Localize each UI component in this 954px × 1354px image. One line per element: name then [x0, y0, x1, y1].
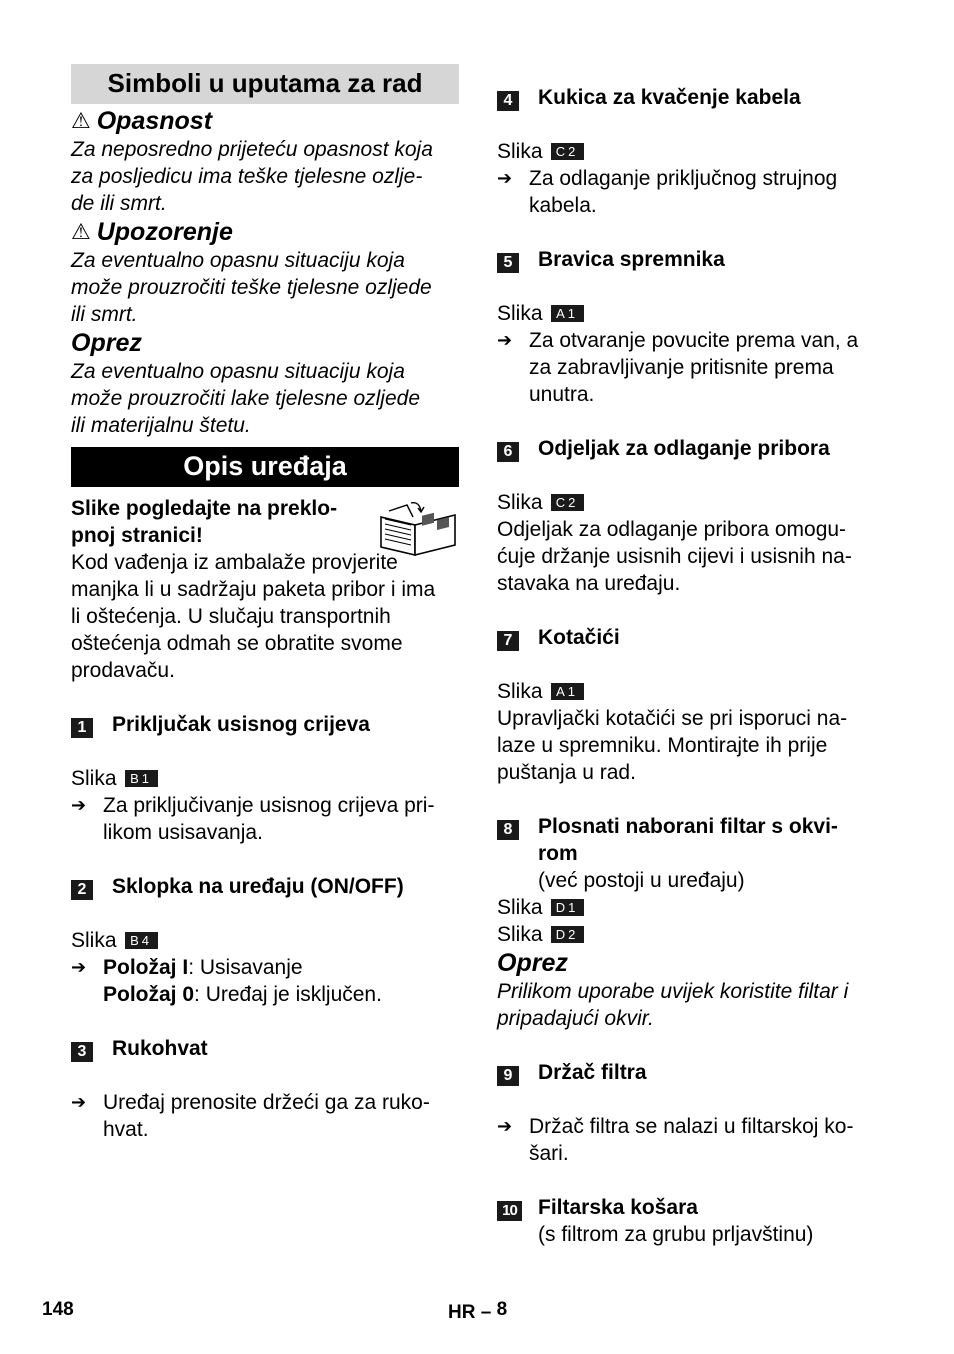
- footer-page-number: 148: [42, 1299, 74, 1320]
- intro-line: manjka li u sadržaju paketa pribor i ima: [71, 578, 436, 601]
- figure-badge: B4: [125, 932, 158, 949]
- bullet-line: Držač filtra se nalazi u filtarskoj ko-: [529, 1115, 854, 1138]
- figure-label: Slika: [497, 923, 543, 946]
- item-5-bullet: [497, 327, 887, 408]
- arrow-right-icon: ➔: [497, 1116, 513, 1136]
- arrow-right-icon: ➔: [71, 957, 87, 977]
- bullet-line: za zabravljivanje pritisnite prema: [529, 356, 834, 379]
- item-2-title: Sklopka na uređaju (ON/OFF): [112, 875, 404, 898]
- section-title-device: Opis uređaja: [71, 447, 459, 487]
- item-3-bullet: [71, 1089, 459, 1143]
- item-10-title: Filtarska košara: [538, 1196, 698, 1219]
- caution-line: Za eventualno opasnu situaciju koja: [71, 360, 405, 383]
- item-8-caution-text: [497, 978, 887, 1032]
- danger-title: Opasnost: [96, 107, 213, 135]
- item-number-box: 9: [497, 1066, 519, 1086]
- body-line: Odjeljak za odlaganje pribora omogu-: [497, 518, 847, 541]
- item-2-figure-ref: [71, 927, 459, 954]
- item-number-box: 4: [497, 91, 519, 111]
- caution-line: Prilikom uporabe uvijek koristite filtar i: [497, 980, 849, 1003]
- item-8-figure-ref-a: [497, 894, 887, 921]
- danger-line: de ili smrt.: [71, 192, 167, 215]
- item-8-subtitle: (već postoji u uređaju): [538, 869, 745, 892]
- warning-line: može prouzročiti teške tjelesne ozljede: [71, 276, 432, 299]
- warning-heading: [71, 217, 459, 247]
- bullet-line: hvat.: [103, 1118, 149, 1141]
- warning-text: [71, 247, 459, 328]
- bullet-line: Za odlaganje priključnog strujnog: [529, 167, 838, 190]
- item-9-bullet: [497, 1113, 887, 1167]
- item-number-box: 1: [71, 718, 93, 738]
- bullet-line: unutra.: [529, 383, 595, 406]
- warning-triangle-icon: ⚠: [71, 219, 91, 244]
- figure-label: Slika: [497, 140, 543, 163]
- footer-page: 8: [496, 1299, 508, 1320]
- switch-position-i: [103, 954, 382, 981]
- body-line: Upravljački kotačići se pri isporuci na-: [497, 707, 848, 730]
- danger-line: Za neposredno prijeteću opasnost koja: [71, 138, 433, 161]
- footer-dash: –: [480, 1302, 492, 1323]
- caution-title: Oprez: [71, 329, 142, 357]
- item-8-figure-ref-b: [497, 921, 887, 948]
- item-4-bullet: [497, 165, 887, 219]
- body-line: puštanja u rad.: [497, 761, 636, 784]
- figure-badge: D1: [551, 899, 584, 916]
- item-1-title: Priključak usisnog crijeva: [112, 713, 370, 736]
- footer-language-page: [448, 1296, 507, 1326]
- intro-line: li oštećenja. U slučaju transportnih: [71, 605, 391, 628]
- caution-heading: [71, 328, 459, 358]
- bullet-line: likom usisavanja.: [103, 821, 263, 844]
- item-8-caution-heading: [497, 948, 887, 978]
- arrow-right-icon: ➔: [497, 330, 513, 350]
- item-9-heading: [497, 1059, 887, 1086]
- item-4-figure-ref: [497, 138, 887, 165]
- item-8-heading: [497, 813, 887, 867]
- position-text: : Uređaj je isključen.: [194, 983, 382, 1006]
- item-3-title: Rukohvat: [112, 1037, 208, 1060]
- bullet-line: kabela.: [529, 194, 597, 217]
- item-number-box: 7: [497, 631, 519, 651]
- figure-label: Slika: [497, 302, 543, 325]
- danger-line: za posljedicu ima teške tjelesne ozlje-: [71, 165, 423, 188]
- section-title-symbols: Simboli u uputama za rad: [71, 64, 459, 104]
- item-4-title: Kukica za kvačenje kabela: [538, 86, 801, 109]
- arrow-right-icon: ➔: [71, 795, 87, 815]
- item-10-heading: [497, 1194, 887, 1221]
- figure-label: Slika: [71, 929, 117, 952]
- warning-title: Upozorenje: [96, 218, 233, 246]
- figure-label: Slika: [71, 767, 117, 790]
- warning-line: Za eventualno opasnu situaciju koja: [71, 249, 405, 272]
- figure-badge: D2: [551, 926, 584, 943]
- item-1-bullet: [71, 792, 459, 846]
- figure-label: Slika: [497, 680, 543, 703]
- item-10-subtitle: (s filtrom za grubu prljavštinu): [538, 1223, 814, 1246]
- item-number-box: 6: [497, 442, 519, 462]
- item-6-title: Odjeljak za odlaganje pribora: [538, 437, 830, 460]
- item-5-figure-ref: [497, 300, 887, 327]
- intro-bold-line: Slike pogledajte na preklo-: [71, 497, 338, 520]
- arrow-right-icon: ➔: [497, 168, 513, 188]
- item-number-box: 10: [497, 1201, 522, 1221]
- caution-line: ili materijalnu štetu.: [71, 414, 251, 437]
- position-label: Položaj I: [103, 956, 189, 979]
- body-line: laze u spremniku. Montirajte ih prije: [497, 734, 828, 757]
- intro-bold-line: pnoj stranici!: [71, 524, 203, 547]
- body-line: ćuje držanje usisnih cijevi i usisnih na-: [497, 545, 852, 568]
- warning-line: ili smrt.: [71, 303, 138, 326]
- figure-badge: B1: [125, 770, 158, 787]
- open-book-icon: [377, 499, 459, 557]
- body-line: stavaka na uređaju.: [497, 572, 681, 595]
- warning-triangle-icon: ⚠: [71, 108, 91, 133]
- intro-line: prodavaču.: [71, 659, 175, 682]
- figure-badge: A1: [551, 305, 584, 322]
- bullet-line: Za priključivanje usisnog crijeva pri-: [103, 794, 435, 817]
- item-number-box: 3: [71, 1042, 93, 1062]
- switch-position-0: [103, 981, 382, 1008]
- item-number-box: 5: [497, 253, 519, 273]
- item-5-heading: [497, 246, 887, 273]
- figure-badge: A1: [551, 683, 584, 700]
- danger-text: [71, 136, 459, 217]
- footer-lang: HR: [448, 1302, 476, 1323]
- item-number-box: 2: [71, 880, 93, 900]
- item-2-bullet: [71, 954, 459, 1008]
- caution-text: [71, 358, 459, 439]
- figure-badge: C2: [551, 143, 584, 160]
- figure-badge: C2: [551, 494, 584, 511]
- intro-line: Kod vađenja iz ambalaže provjerite: [71, 551, 398, 574]
- bullet-line: Za otvaranje povucite prema van, a: [529, 329, 859, 352]
- item-2-heading: [71, 873, 459, 900]
- arrow-right-icon: ➔: [71, 1092, 87, 1112]
- caution-line: pripadajući okvir.: [497, 1007, 654, 1030]
- figure-label: Slika: [497, 491, 543, 514]
- left-column: [71, 64, 459, 1143]
- item-5-title: Bravica spremnika: [538, 248, 725, 271]
- bullet-line: šari.: [529, 1142, 569, 1165]
- item-7-figure-ref: [497, 678, 887, 705]
- position-label: Položaj 0: [103, 983, 195, 1006]
- danger-heading: [71, 106, 459, 136]
- item-6-text: [497, 516, 887, 597]
- caution-title: Oprez: [497, 949, 568, 977]
- item-1-heading: [71, 711, 459, 738]
- item-1-figure-ref: [71, 765, 459, 792]
- right-column: [497, 84, 887, 1248]
- item-3-heading: [71, 1035, 459, 1062]
- item-7-heading: [497, 624, 887, 651]
- item-4-heading: [497, 84, 887, 111]
- item-7-title: Kotačići: [538, 626, 620, 649]
- position-text: : Usisavanje: [188, 956, 303, 979]
- item-7-text: [497, 705, 887, 786]
- item-6-figure-ref: [497, 489, 887, 516]
- intro-block: [71, 495, 459, 684]
- caution-line: može prouzročiti lake tjelesne ozljede: [71, 387, 421, 410]
- item-8-title: Plosnati naborani filtar s okvi-: [538, 815, 838, 838]
- item-9-title: Držač filtra: [538, 1061, 647, 1084]
- bullet-line: Uređaj prenosite držeći ga za ruko-: [103, 1091, 430, 1114]
- intro-line: oštećenja odmah se obratite svome: [71, 632, 403, 655]
- item-6-heading: [497, 435, 887, 462]
- figure-label: Slika: [497, 896, 543, 919]
- item-8-title: rom: [538, 842, 578, 865]
- item-number-box: 8: [497, 820, 519, 840]
